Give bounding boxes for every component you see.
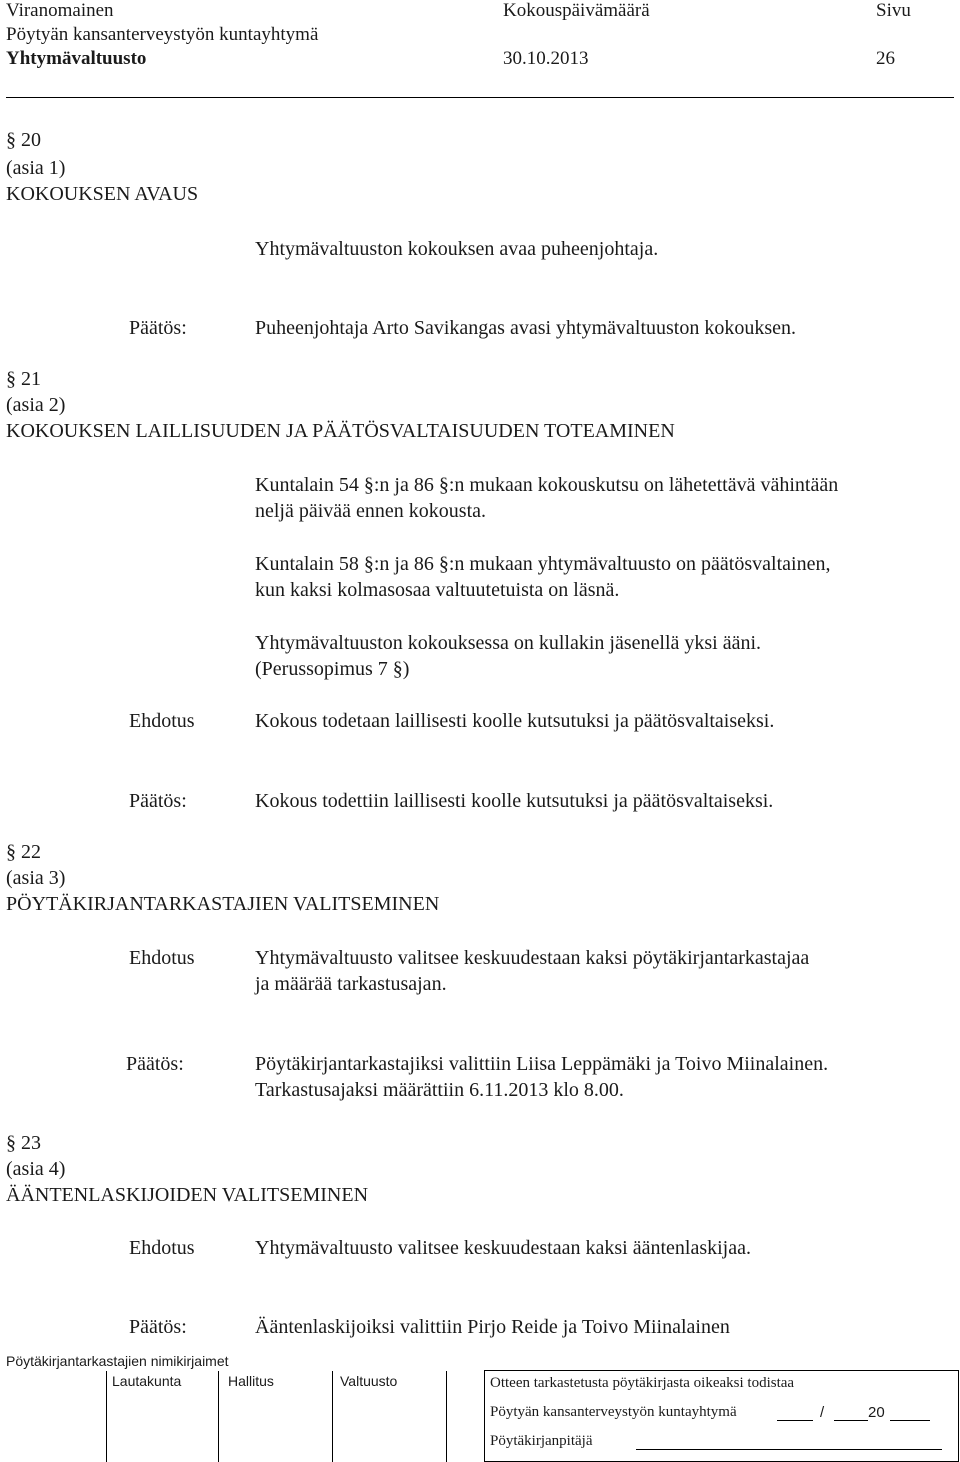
- decision-label: Päätös:: [129, 1316, 187, 1338]
- decision-text: Tarkastusajaksi määrättiin 6.11.2013 klo 8.00.: [255, 1079, 624, 1101]
- certification-year: 20: [868, 1404, 885, 1421]
- signature-line: [777, 1420, 813, 1421]
- section-number: § 21: [6, 368, 41, 390]
- proposal-text: Yhtymävaltuusto valitsee keskuudestaan kaksi pöytäkirjantarkastajaa: [255, 947, 810, 969]
- proposal-label: Ehdotus: [129, 710, 195, 732]
- column-divider: [218, 1371, 219, 1462]
- section-text: Kuntalain 54 §:n ja 86 §:n mukaan kokouskutsu on lähetettävä vähintään: [255, 474, 839, 496]
- decision-text: Kokous todettiin laillisesti koolle kutsutuksi ja päätösvaltaiseksi.: [255, 790, 774, 812]
- section-text: (Perussopimus 7 §): [255, 658, 410, 680]
- organization-name: Pöytyän kansanterveystyön kuntayhtymä: [6, 24, 319, 45]
- column-divider: [106, 1371, 107, 1462]
- certification-keeper: Pöytäkirjanpitäjä: [490, 1433, 593, 1449]
- column-divider: [446, 1371, 447, 1462]
- section-text: Yhtymävaltuuston kokouksen avaa puheenjohtaja.: [255, 238, 659, 260]
- proposal-label: Ehdotus: [129, 947, 195, 969]
- keeper-signature-line: [636, 1449, 942, 1450]
- authority-label: Viranomainen: [6, 0, 114, 21]
- section-item: (asia 2): [6, 394, 66, 416]
- section-title: KOKOUKSEN LAILLISUUDEN JA PÄÄTÖSVALTAISUUDEN TOTEAMINEN: [6, 420, 675, 442]
- decision-label: Päätös:: [129, 790, 187, 812]
- section-item: (asia 3): [6, 867, 66, 889]
- meeting-date-label: Kokouspäivämäärä: [503, 0, 650, 21]
- decision-text: Pöytäkirjantarkastajiksi valittiin Liisa Leppämäki ja Toivo Miinalainen.: [255, 1053, 829, 1075]
- section-title: ÄÄNTENLASKIJOIDEN VALITSEMINEN: [6, 1184, 369, 1206]
- page-label: Sivu: [876, 0, 911, 21]
- section-item: (asia 1): [6, 157, 66, 179]
- certification-slash: /: [820, 1404, 825, 1421]
- decision-text: Ääntenlaskijoiksi valittiin Pirjo Reide ja Toivo Miinalainen: [255, 1316, 730, 1338]
- section-title: PÖYTÄKIRJANTARKASTAJIEN VALITSEMINEN: [6, 893, 440, 915]
- section-text: kun kaksi kolmasosaa valtuutetuista on läsnä.: [255, 579, 620, 601]
- meeting-date: 30.10.2013: [503, 48, 589, 69]
- column-lautakunta: Lautakunta: [112, 1373, 182, 1389]
- section-text: neljä päivää ennen kokousta.: [255, 500, 487, 522]
- section-title: KOKOUKSEN AVAUS: [6, 183, 199, 205]
- section-number: § 23: [6, 1132, 41, 1154]
- header-divider: [6, 97, 954, 98]
- proposal-text: Yhtymävaltuusto valitsee keskuudestaan kaksi ääntenlaskijaa.: [255, 1237, 751, 1259]
- column-valtuusto: Valtuusto: [340, 1373, 398, 1389]
- section-number: § 20: [6, 129, 41, 151]
- section-item: (asia 4): [6, 1158, 66, 1180]
- proposal-text: Kokous todetaan laillisesti koolle kutsutuksi ja päätösvaltaiseksi.: [255, 710, 775, 732]
- decision-label: Päätös:: [126, 1053, 184, 1075]
- certification-title: Otteen tarkastetusta pöytäkirjasta oikeaksi todistaa: [490, 1375, 795, 1391]
- initials-label: Pöytäkirjantarkastajien nimikirjaimet: [6, 1353, 229, 1369]
- decision-text: Puheenjohtaja Arto Savikangas avasi yhtymävaltuuston kokouksen.: [255, 317, 797, 339]
- body-name: Yhtymävaltuusto: [6, 48, 147, 69]
- section-text: Yhtymävaltuuston kokouksessa on kullakin jäsenellä yksi ääni.: [255, 632, 762, 654]
- page-number: 26: [876, 48, 895, 69]
- signature-line: [834, 1420, 868, 1421]
- decision-label: Päätös:: [129, 317, 187, 339]
- proposal-text: ja määrää tarkastusajan.: [255, 973, 447, 995]
- proposal-label: Ehdotus: [129, 1237, 195, 1259]
- section-number: § 22: [6, 841, 41, 863]
- section-text: Kuntalain 58 §:n ja 86 §:n mukaan yhtymävaltuusto on päätösvaltainen,: [255, 553, 831, 575]
- column-hallitus: Hallitus: [228, 1373, 274, 1389]
- signature-line: [890, 1420, 930, 1421]
- certification-org: Pöytyän kansanterveystyön kuntayhtymä: [490, 1404, 737, 1420]
- column-divider: [332, 1371, 333, 1462]
